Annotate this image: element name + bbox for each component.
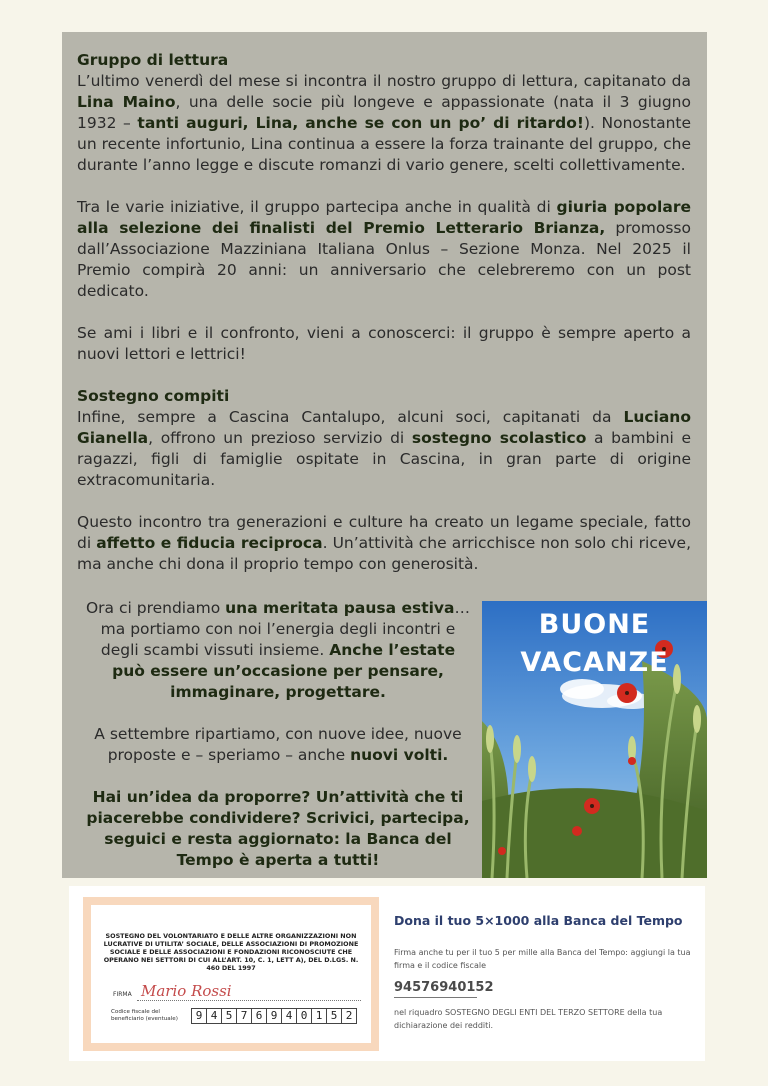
fiscal-code-digit: 4 xyxy=(207,1009,222,1023)
tax-form-caption: SOSTEGNO DEL VOLONTARIATO E DELLE ALTRE ORGANIZZAZIONI NON LUCRATIVE DI UTILITA’ SOCIALE, DELLE ASSOCIAZIONI DI PROMOZIONE SOCIALE E DELLE ASSOCIAZIONI E FONDAZIONI RICONOSCIUTE CHE OPERANO NEI SETTORI DI CUI ALL’ART. 10, C. 1, LETT A), DEL D.LGS. N. 460 DEL 1997 xyxy=(103,932,359,972)
tax-form-card xyxy=(91,905,371,1043)
fiscal-code-digit: 4 xyxy=(282,1009,297,1023)
article-content xyxy=(77,50,691,575)
closing-paragraph-3: Hai un’idea da proporre? Un’attività che ti piacerebbe condividere? Scrivici, partecipa, seguici e resta aggiornato: la Banca del Tempo è aperta a tutti! xyxy=(86,788,470,869)
fiscal-code-digit: 7 xyxy=(237,1009,252,1023)
fiscal-code-label: Codice fiscale del beneficiario (eventuale) xyxy=(111,1009,178,1022)
fiscal-code-digit: 2 xyxy=(345,1009,353,1022)
donation-title: Dona il tuo 5×1000 alla Banca del Tempo xyxy=(394,913,683,928)
reading-group-paragraph-2: Tra le varie iniziative, il gruppo partecipa anche in qualità di giuria popolare alla selezione dei finalisti del Premio Letterario Brianza, promosso dall’Associazione Mazziniana Italiana Onlus – Sezione Monza. Nel 2025 il Premio compirà 20 anni: un anniversario che celebreremo con un post dedicato. xyxy=(77,198,691,300)
donation-instructions-2: nel riquadro SOSTEGNO DEGLI ENTI DEL TERZO SETTORE della tua dichiarazione dei redditi. xyxy=(394,1008,663,1030)
signature: Mario Rossi xyxy=(141,982,232,1000)
donation-box xyxy=(69,886,705,1061)
article-panel xyxy=(62,32,707,878)
fiscal-code-digit: 5 xyxy=(222,1009,237,1023)
closing-message xyxy=(84,598,472,871)
fiscal-code-underline xyxy=(394,997,477,998)
firma-label: FIRMA xyxy=(113,991,132,998)
fiscal-code-boxes xyxy=(191,1008,357,1024)
fiscal-code-digit: 9 xyxy=(267,1009,282,1023)
closing-paragraph-1: Ora ci prendiamo una meritata pausa estiva… ma portiamo con noi l’energia degli incontri e degli scambi vissuti insieme. Anche l’estate può essere un’occasione per pensare, immaginare, progettare. xyxy=(85,599,470,701)
fiscal-code-digit: 0 xyxy=(297,1009,312,1023)
closing-paragraph-2: A settembre ripartiamo, con nuove idee, nuove proposte e – speriamo – anche nuovi volti. xyxy=(94,725,462,764)
donation-instructions: Firma anche tu per il tuo 5 per mille alla Banca del Tempo: aggiungi la tua firma e il codice fiscale xyxy=(394,948,691,970)
photo-title-line-2: VACANZE xyxy=(520,647,669,678)
homework-paragraph-1: Infine, sempre a Cascina Cantalupo, alcuni soci, capitanati da Luciano Gianella, offrono un prezioso servizio di sostegno scolastico a bambini e ragazzi, figli di famiglie ospitate in Cascina, in gran parte di origine extracomunitaria. xyxy=(77,408,691,489)
photo-title-line-1: BUONE xyxy=(538,609,651,640)
fiscal-code-digit: 9 xyxy=(192,1009,207,1023)
homework-heading: Sostegno compiti xyxy=(77,387,230,405)
fiscal-code-digit: 6 xyxy=(252,1009,267,1023)
reading-group-paragraph-1: L’ultimo venerdì del mese si incontra il nostro gruppo di lettura, capitanato da Lina Maino, una delle socie più longeve e appassionate (nata il 3 giugno 1932 – tanti auguri, Lina, anche se con un po’ di ritardo!). Nonostante un recente infortunio, Lina continua a essere la forza trainante del gruppo, che durante l’anno legge e discute romanzi di vario genere, scelti collettivamente. xyxy=(77,72,692,174)
tax-form-illustration xyxy=(83,897,379,1051)
wheat-field-illustration xyxy=(482,601,707,878)
fiscal-code-digit: 1 xyxy=(312,1009,327,1023)
summer-photo xyxy=(482,601,707,878)
fiscal-code-digit: 5 xyxy=(327,1009,342,1023)
signature-line xyxy=(137,1000,361,1001)
reading-group-heading: Gruppo di lettura xyxy=(77,51,229,69)
donation-fiscal-code: 94576940152 xyxy=(394,980,494,995)
reading-group-paragraph-3: Se ami i libri e il confronto, vieni a conoscerci: il gruppo è sempre aperto a nuovi lettori e lettrici! xyxy=(77,324,691,363)
homework-paragraph-2: Questo incontro tra generazioni e culture ha creato un legame speciale, fatto di affetto e fiducia reciproca. Un’attività che arricchisce non solo chi riceve, ma anche chi dona il proprio tempo con generosità. xyxy=(77,513,692,573)
